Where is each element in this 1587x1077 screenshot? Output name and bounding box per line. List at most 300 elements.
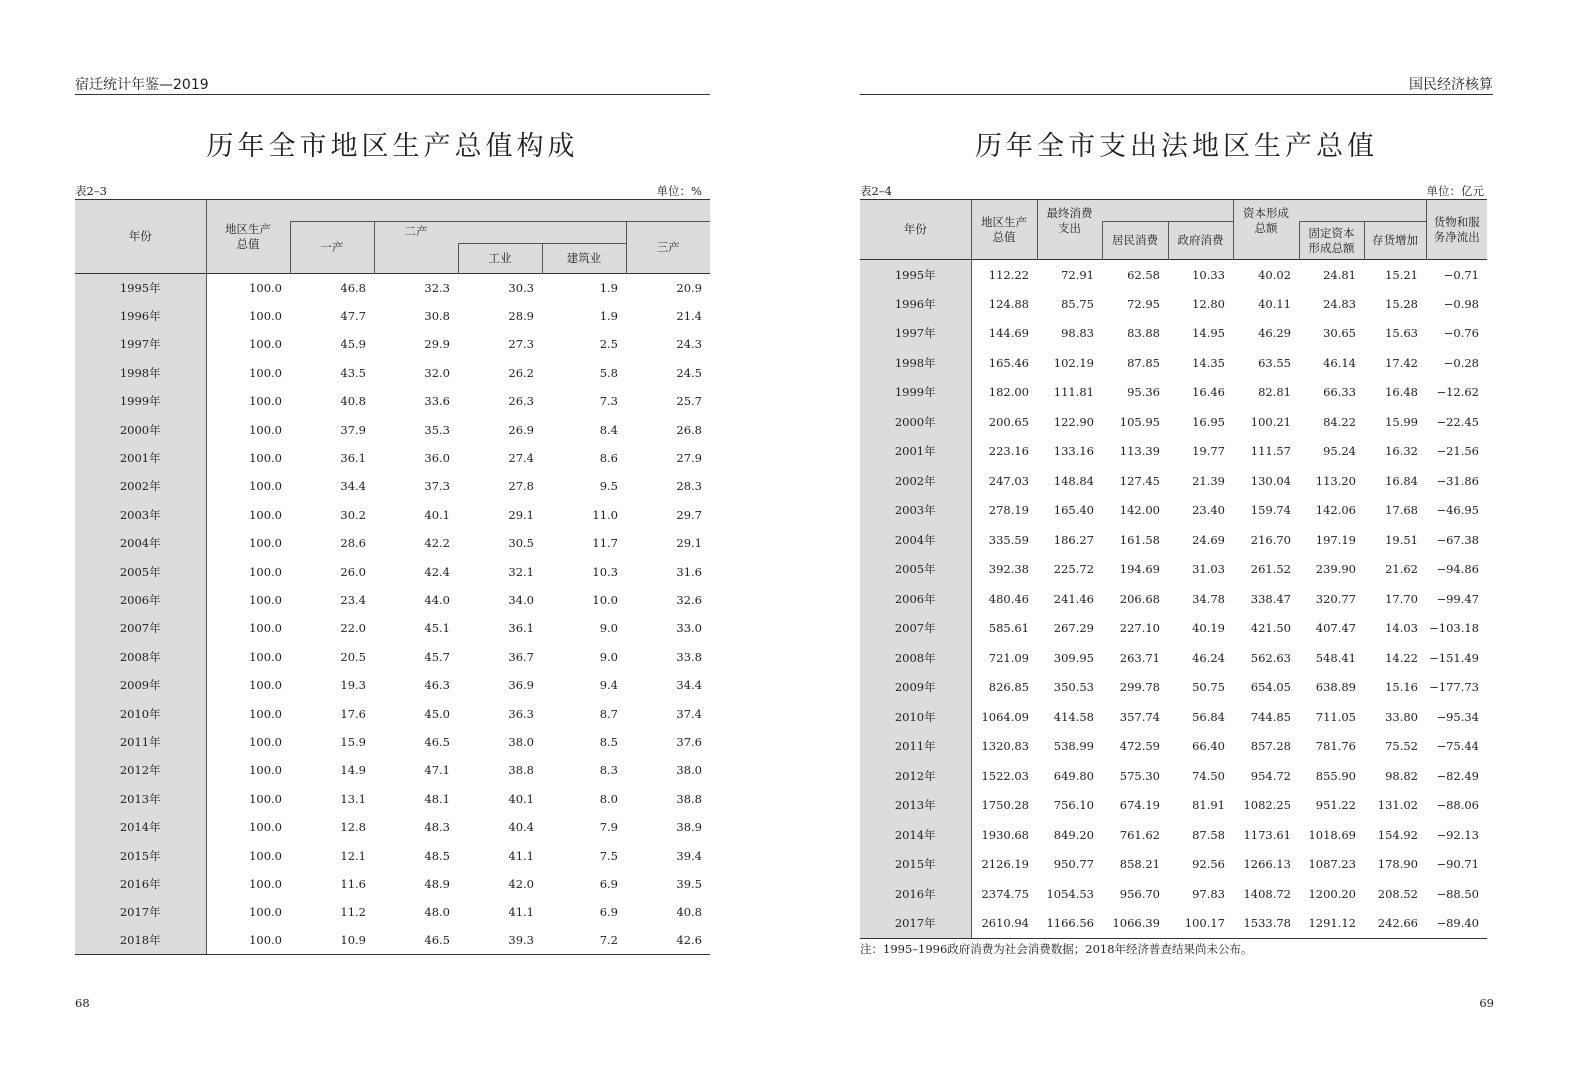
value-cell: 100.0 [249, 649, 282, 664]
value-cell: 46.14 [1323, 355, 1356, 370]
value-cell: 40.1 [424, 507, 450, 522]
header-gdp-text: 地区生产总值 [981, 214, 1027, 244]
year-cell: 1995年 [860, 260, 971, 290]
header-spacer [290, 200, 710, 222]
value-cell: 414.58 [1053, 709, 1094, 724]
value-cell: 6.9 [599, 876, 618, 891]
value-cell: 1087.23 [1308, 857, 1356, 872]
table-row [860, 496, 1487, 526]
value-cell: 562.63 [1250, 650, 1291, 665]
table-row [75, 415, 710, 443]
table-row [75, 614, 710, 642]
header-year: 年份 [75, 200, 206, 274]
value-cell: 8.0 [599, 791, 618, 806]
value-cell: 16.95 [1192, 414, 1225, 429]
value-cell: 44.0 [424, 592, 450, 607]
value-cell: −0.76 [1443, 326, 1479, 341]
value-cell: 15.28 [1385, 296, 1418, 311]
table-row [860, 289, 1487, 319]
value-cell: −21.56 [1436, 444, 1479, 459]
value-cell: 23.40 [1192, 503, 1225, 518]
value-cell: 36.7 [508, 649, 534, 664]
table-row [860, 555, 1487, 585]
value-cell: 781.76 [1315, 739, 1356, 754]
value-cell: 849.20 [1053, 827, 1094, 842]
value-cell: 23.4 [340, 592, 366, 607]
table-row [860, 466, 1487, 496]
value-cell: 24.81 [1323, 267, 1356, 282]
value-cell: 142.00 [1119, 503, 1160, 518]
value-cell: 225.72 [1053, 562, 1094, 577]
year-cell: 1996年 [75, 302, 206, 330]
value-cell: 33.0 [676, 621, 702, 636]
value-cell: 6.9 [599, 905, 618, 920]
value-cell: 182.00 [988, 385, 1029, 400]
value-cell: 17.70 [1385, 591, 1418, 606]
value-cell: 14.9 [340, 763, 366, 778]
table-row [75, 785, 710, 813]
value-cell: 48.1 [424, 791, 450, 806]
value-cell: 21.39 [1192, 473, 1225, 488]
value-cell: 309.95 [1053, 650, 1094, 665]
table-row [75, 643, 710, 671]
value-cell: 159.74 [1250, 503, 1291, 518]
value-cell: 97.83 [1192, 886, 1225, 901]
value-cell: 42.6 [626, 926, 710, 954]
table-row [75, 699, 710, 727]
value-cell: 756.10 [1053, 798, 1094, 813]
value-cell: 81.91 [1192, 798, 1225, 813]
year-cell: 2003年 [75, 501, 206, 529]
value-cell: 48.5 [424, 848, 450, 863]
value-cell: 26.9 [508, 422, 534, 437]
table-row [860, 761, 1487, 791]
year-cell: 2004年 [75, 529, 206, 557]
year-cell: 2006年 [75, 586, 206, 614]
table-row [860, 820, 1487, 850]
value-cell: 299.78 [1119, 680, 1160, 695]
value-cell: −0.28 [1443, 355, 1479, 370]
year-cell: 1998年 [860, 348, 971, 378]
table-row [75, 359, 710, 387]
value-cell: 29.1 [508, 507, 534, 522]
value-cell: 95.36 [1127, 385, 1160, 400]
page-title: 历年全市地区生产总值构成 [206, 131, 579, 162]
value-cell: 36.0 [424, 451, 450, 466]
value-cell: 38.0 [508, 734, 534, 749]
header-construction: 建筑业 [542, 244, 626, 274]
header-spacer-1 [1102, 200, 1233, 222]
header-gdp [206, 200, 290, 274]
value-cell: 223.16 [988, 444, 1029, 459]
header-household: 居民消费 [1102, 222, 1168, 260]
value-cell: 7.5 [599, 848, 618, 863]
value-cell: 100.0 [249, 876, 282, 891]
value-cell: 165.46 [988, 355, 1029, 370]
header-rule [860, 94, 1493, 95]
value-cell: 1054.53 [1046, 886, 1094, 901]
table-row [860, 319, 1487, 349]
value-cell: 48.3 [424, 820, 450, 835]
table-row [75, 557, 710, 585]
value-cell: 40.8 [340, 394, 366, 409]
value-cell: 39.4 [676, 848, 702, 863]
value-cell: 8.7 [599, 706, 618, 721]
value-cell: 30.5 [508, 536, 534, 551]
value-cell: −0.71 [1443, 267, 1479, 282]
value-cell: 124.88 [988, 296, 1029, 311]
value-cell: 8.6 [599, 451, 618, 466]
value-cell: 24.83 [1323, 296, 1356, 311]
table-row [75, 870, 710, 898]
value-cell: 197.19 [1315, 532, 1356, 547]
value-cell: 1200.20 [1308, 886, 1356, 901]
page-title: 历年全市支出法地区生产总值 [975, 131, 1378, 162]
value-cell: 857.28 [1250, 739, 1291, 754]
value-cell: 75.52 [1385, 739, 1418, 754]
value-cell: 194.69 [1119, 562, 1160, 577]
header-fixed-capital [1299, 222, 1364, 260]
value-cell: 100.0 [249, 621, 282, 636]
value-cell: 100.0 [249, 678, 282, 693]
value-cell: 82.81 [1258, 385, 1291, 400]
value-cell: 133.16 [1053, 444, 1094, 459]
value-cell: 15.9 [340, 734, 366, 749]
value-cell: 11.6 [340, 876, 366, 891]
value-cell: 1173.61 [1243, 827, 1291, 842]
value-cell: 1066.39 [1102, 909, 1168, 939]
value-cell: 43.5 [340, 365, 366, 380]
header-capital-formation [1233, 200, 1299, 260]
value-cell: 95.24 [1323, 444, 1356, 459]
value-cell: 154.92 [1377, 827, 1418, 842]
value-cell: 113.20 [1315, 473, 1356, 488]
value-cell: 32.6 [676, 592, 702, 607]
year-cell: 2007年 [860, 614, 971, 644]
value-cell: 11.0 [592, 507, 618, 522]
value-cell: 40.8 [676, 905, 702, 920]
value-cell: 12.8 [340, 820, 366, 835]
value-cell: 19.51 [1385, 532, 1418, 547]
value-cell: 28.3 [676, 479, 702, 494]
value-cell: 241.46 [1053, 591, 1094, 606]
value-cell: −31.86 [1436, 473, 1479, 488]
value-cell: 8.5 [599, 734, 618, 749]
value-cell: 33.6 [424, 394, 450, 409]
table-row [75, 813, 710, 841]
value-cell: 100.0 [249, 451, 282, 466]
value-cell: 2374.75 [981, 886, 1029, 901]
year-cell: 2003年 [860, 496, 971, 526]
header-inventory: 存货增加 [1364, 222, 1426, 260]
value-cell: 1.9 [599, 309, 618, 324]
value-cell: 100.0 [249, 337, 282, 352]
value-cell: 40.11 [1258, 296, 1291, 311]
value-cell: 105.95 [1119, 414, 1160, 429]
table-row [860, 584, 1487, 614]
value-cell: 357.74 [1119, 709, 1160, 724]
year-cell: 2008年 [75, 643, 206, 671]
value-cell: −12.62 [1436, 385, 1479, 400]
value-cell: 1018.69 [1308, 827, 1356, 842]
value-cell: 206.68 [1119, 591, 1160, 606]
value-cell: 26.0 [340, 564, 366, 579]
value-cell: 472.59 [1119, 739, 1160, 754]
value-cell: 47.1 [424, 763, 450, 778]
value-cell: 335.59 [988, 532, 1029, 547]
value-cell: 46.8 [340, 280, 366, 295]
value-cell: −67.38 [1436, 532, 1479, 547]
value-cell: 100.0 [249, 564, 282, 579]
table-row [75, 671, 710, 699]
header-government: 政府消费 [1168, 222, 1233, 260]
value-cell: 21.4 [676, 309, 702, 324]
value-cell: 638.89 [1315, 680, 1356, 695]
value-cell: 165.40 [1053, 503, 1094, 518]
value-cell: 338.47 [1250, 591, 1291, 606]
value-cell: 27.4 [508, 451, 534, 466]
value-cell: 87.85 [1127, 355, 1160, 370]
value-cell: 84.22 [1323, 414, 1356, 429]
header-gdp-text: 地区生产总值 [225, 221, 271, 251]
value-cell: 87.58 [1192, 827, 1225, 842]
value-cell: 92.56 [1192, 857, 1225, 872]
value-cell: 30.65 [1323, 326, 1356, 341]
value-cell: 1266.13 [1243, 857, 1291, 872]
value-cell: 2.5 [599, 337, 618, 352]
value-cell: 45.0 [424, 706, 450, 721]
value-cell: 12.1 [340, 848, 366, 863]
table-row [75, 898, 710, 926]
year-cell: 2015年 [75, 841, 206, 869]
value-cell: 34.4 [676, 678, 702, 693]
value-cell: 538.99 [1053, 739, 1094, 754]
value-cell: 17.68 [1385, 503, 1418, 518]
value-cell: 100.0 [249, 365, 282, 380]
value-cell: −82.49 [1436, 768, 1479, 783]
value-cell: 100.0 [249, 905, 282, 920]
year-cell: 2011年 [75, 728, 206, 756]
value-cell: 19.77 [1192, 444, 1225, 459]
header-secondary-filler [374, 244, 458, 274]
value-cell: 548.41 [1315, 650, 1356, 665]
header-rule [75, 94, 710, 95]
value-cell: 956.70 [1119, 886, 1160, 901]
year-cell: 2010年 [860, 702, 971, 732]
year-cell: 2016年 [75, 870, 206, 898]
value-cell: 186.27 [1053, 532, 1094, 547]
year-cell: 2002年 [860, 466, 971, 496]
table-row [860, 673, 1487, 703]
value-cell: 575.30 [1119, 768, 1160, 783]
value-cell: 392.38 [988, 562, 1029, 577]
value-cell: 112.22 [988, 267, 1029, 282]
value-cell: 24.69 [1192, 532, 1225, 547]
header-net-exports [1426, 200, 1487, 260]
value-cell: 100.0 [249, 592, 282, 607]
value-cell: 34.0 [508, 592, 534, 607]
value-cell: 17.42 [1385, 355, 1418, 370]
value-cell: 46.24 [1192, 650, 1225, 665]
value-cell: 7.2 [542, 926, 626, 954]
value-cell: 15.21 [1385, 267, 1418, 282]
value-cell: 480.46 [988, 591, 1029, 606]
table-row [75, 841, 710, 869]
year-cell: 1997年 [860, 319, 971, 349]
value-cell: −75.44 [1436, 739, 1479, 754]
table-number: 表2–4 [860, 184, 892, 198]
year-cell: 2018年 [75, 926, 206, 954]
year-cell: 2005年 [75, 557, 206, 585]
value-cell: 407.47 [1315, 621, 1356, 636]
value-cell: 66.40 [1192, 739, 1225, 754]
year-cell: 2009年 [860, 673, 971, 703]
value-cell: 100.0 [249, 394, 282, 409]
value-cell: 239.90 [1315, 562, 1356, 577]
value-cell: 42.0 [508, 876, 534, 891]
value-cell: 38.0 [676, 763, 702, 778]
value-cell: 37.4 [676, 706, 702, 721]
running-head: 国民经济核算 [1409, 77, 1493, 93]
year-cell: 2008年 [860, 643, 971, 673]
value-cell: 47.7 [340, 309, 366, 324]
table-row [860, 879, 1487, 909]
value-cell: 1166.56 [1037, 909, 1102, 939]
value-cell: 14.03 [1385, 621, 1418, 636]
value-cell: 100.0 [249, 507, 282, 522]
header-final-consumption-text: 最终消费支出 [1046, 205, 1093, 235]
header-net-exports-text: 货物和服务净流出 [1433, 214, 1480, 244]
value-cell: 27.3 [508, 337, 534, 352]
table-number: 表2–3 [75, 184, 107, 198]
value-cell: 1750.28 [981, 798, 1029, 813]
value-cell: 66.33 [1323, 385, 1356, 400]
header-tertiary: 三产 [626, 222, 710, 274]
table-row [75, 387, 710, 415]
value-cell: 38.9 [676, 820, 702, 835]
value-cell: 320.77 [1315, 591, 1356, 606]
value-cell: 100.0 [206, 926, 290, 954]
value-cell: 31.6 [676, 564, 702, 579]
value-cell: −103.18 [1429, 621, 1479, 636]
value-cell: 29.7 [676, 507, 702, 522]
header-secondary: 二产 [374, 222, 626, 244]
table-body [75, 274, 710, 955]
year-cell: 2015年 [860, 850, 971, 880]
value-cell: 98.82 [1385, 768, 1418, 783]
year-cell: 1996年 [860, 289, 971, 319]
value-cell: 72.91 [1061, 267, 1094, 282]
header-gdp [971, 200, 1037, 260]
table-note: 注：1995–1996政府消费为社会消费数据；2018年经济普查结果尚未公布。 [860, 942, 1253, 956]
table-row [860, 437, 1487, 467]
table-row [75, 501, 710, 529]
value-cell: 19.3 [340, 678, 366, 693]
year-cell: 2012年 [860, 761, 971, 791]
value-cell: 31.03 [1192, 562, 1225, 577]
table-body [860, 260, 1487, 939]
year-cell: 2011年 [860, 732, 971, 762]
value-cell: 951.22 [1315, 798, 1356, 813]
value-cell: 40.4 [508, 820, 534, 835]
value-cell: 24.5 [676, 365, 702, 380]
value-cell: 100.0 [249, 706, 282, 721]
value-cell: 85.75 [1061, 296, 1094, 311]
table-row [75, 302, 710, 330]
value-cell: 72.95 [1127, 296, 1160, 311]
value-cell: 62.58 [1127, 267, 1160, 282]
value-cell: 178.90 [1377, 857, 1418, 872]
value-cell: 855.90 [1315, 768, 1356, 783]
year-cell: 2006年 [860, 584, 971, 614]
value-cell: 34.4 [340, 479, 366, 494]
value-cell: 17.6 [340, 706, 366, 721]
value-cell: 131.02 [1377, 798, 1418, 813]
value-cell: 46.3 [424, 678, 450, 693]
year-cell: 2002年 [75, 472, 206, 500]
year-cell: 2016年 [860, 879, 971, 909]
value-cell: 113.39 [1119, 444, 1160, 459]
header-year: 年份 [860, 200, 971, 260]
value-cell: −99.47 [1436, 591, 1479, 606]
value-cell: 38.8 [676, 791, 702, 806]
table-row [860, 909, 1487, 939]
value-cell: 1320.83 [981, 739, 1029, 754]
value-cell: 33.8 [676, 649, 702, 664]
value-cell: 216.70 [1250, 532, 1291, 547]
year-cell: 2001年 [75, 444, 206, 472]
value-cell: 5.8 [599, 365, 618, 380]
value-cell: 33.80 [1385, 709, 1418, 724]
value-cell: 14.95 [1192, 326, 1225, 341]
value-cell: 16.48 [1385, 385, 1418, 400]
value-cell: 30.3 [508, 280, 534, 295]
value-cell: 37.3 [424, 479, 450, 494]
value-cell: 130.04 [1250, 473, 1291, 488]
table-row [75, 274, 710, 302]
value-cell: 100.0 [249, 536, 282, 551]
value-cell: 7.3 [599, 394, 618, 409]
value-cell: 46.5 [374, 926, 458, 954]
value-cell: 28.9 [508, 309, 534, 324]
value-cell: 45.9 [340, 337, 366, 352]
table-row [860, 643, 1487, 673]
value-cell: 15.99 [1385, 414, 1418, 429]
value-cell: 37.6 [676, 734, 702, 749]
value-cell: 48.9 [424, 876, 450, 891]
value-cell: 148.84 [1053, 473, 1094, 488]
value-cell: 22.0 [340, 621, 366, 636]
value-cell: 11.7 [592, 536, 618, 551]
value-cell: 744.85 [1250, 709, 1291, 724]
value-cell: 144.69 [988, 326, 1029, 341]
value-cell: 100.0 [249, 734, 282, 749]
year-cell: 2013年 [860, 791, 971, 821]
value-cell: 12.80 [1192, 296, 1225, 311]
value-cell: 83.88 [1127, 326, 1160, 341]
value-cell: 102.19 [1053, 355, 1094, 370]
table-row [860, 702, 1487, 732]
value-cell: 100.0 [249, 848, 282, 863]
year-cell: 2004年 [860, 525, 971, 555]
year-cell: 2017年 [860, 909, 971, 939]
table-row [860, 260, 1487, 290]
value-cell: 40.19 [1192, 621, 1225, 636]
year-cell: 1999年 [75, 387, 206, 415]
value-cell: 111.81 [1053, 385, 1094, 400]
value-cell: 1930.68 [981, 827, 1029, 842]
value-cell: 761.62 [1119, 827, 1160, 842]
